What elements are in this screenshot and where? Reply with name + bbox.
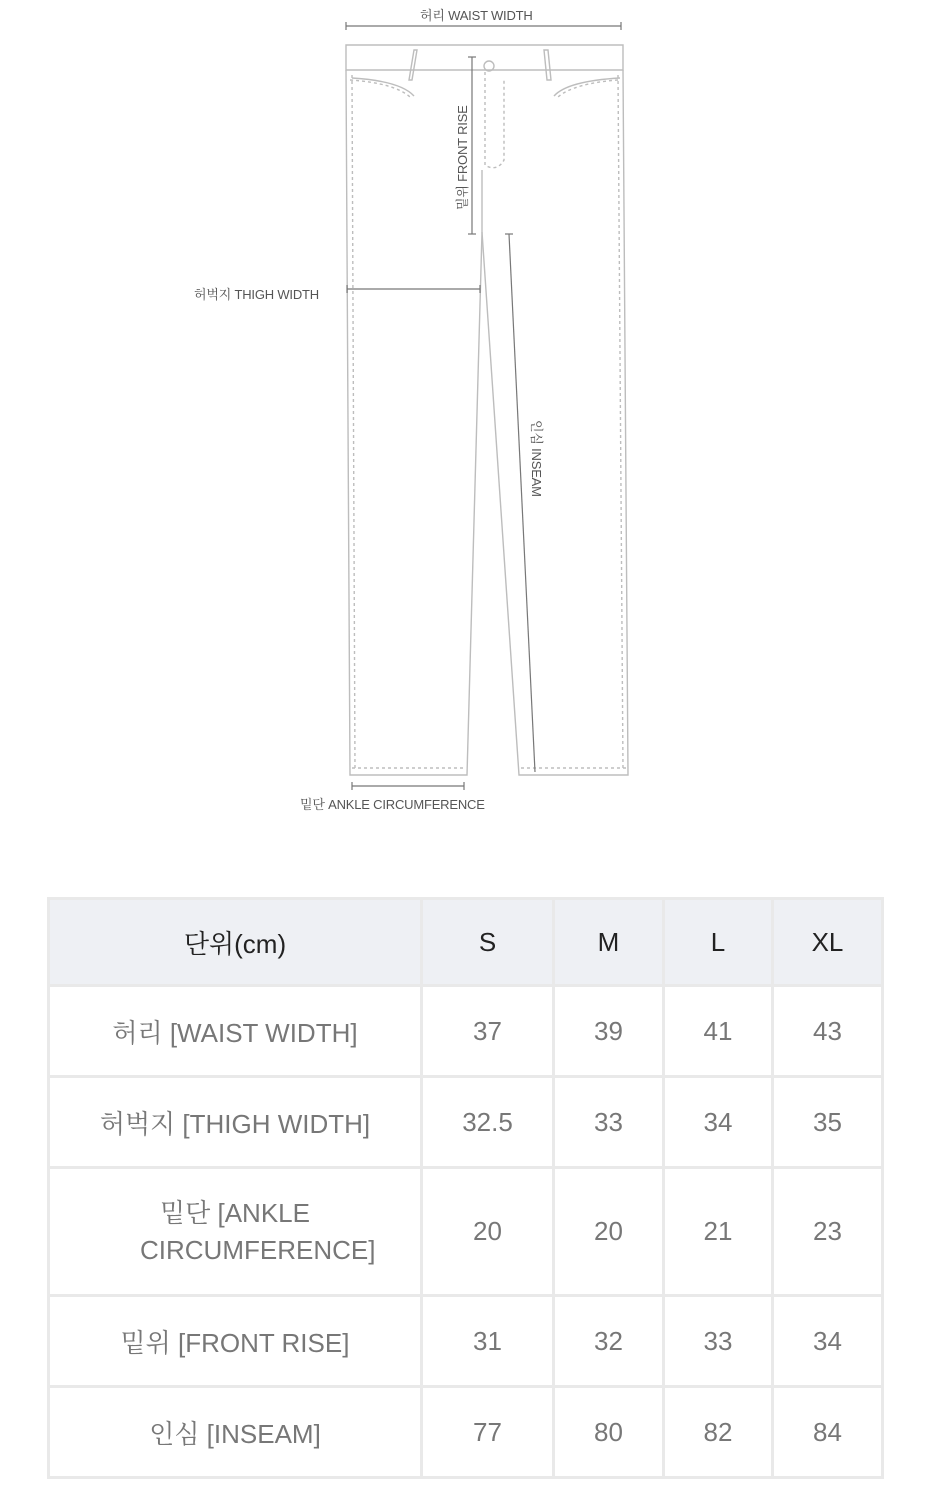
size-header-row: [49, 899, 883, 986]
cell-value: 20: [422, 1168, 554, 1296]
table-row: [49, 1296, 883, 1387]
cell-value: 37: [422, 986, 554, 1077]
table-row: [49, 1168, 883, 1296]
row-label-thigh: 허벅지 [THIGH WIDTH]: [49, 1077, 422, 1168]
cell-value: 33: [664, 1296, 773, 1387]
unit-header: 단위(cm): [49, 899, 422, 986]
size-header-l: L: [664, 899, 773, 986]
ankle-circumference-label: 밑단 ANKLE CIRCUMFERENCE: [300, 797, 485, 812]
cell-value: 84: [773, 1387, 883, 1478]
cell-value: 20: [554, 1168, 664, 1296]
size-chart-table: [47, 897, 884, 1479]
row-label-front-rise: 밑위 [FRONT RISE]: [49, 1296, 422, 1387]
cell-value: 35: [773, 1077, 883, 1168]
front-rise-label: 밑위 FRONT RISE: [455, 105, 470, 210]
row-label-inseam: 인심 [INSEAM]: [49, 1387, 422, 1478]
thigh-width-label: 허벅지 THIGH WIDTH: [194, 287, 319, 302]
cell-value: 43: [773, 986, 883, 1077]
cell-value: 23: [773, 1168, 883, 1296]
cell-value: 32: [554, 1296, 664, 1387]
cell-value: 33: [554, 1077, 664, 1168]
row-label-waist: 허리 [WAIST WIDTH]: [49, 986, 422, 1077]
table-row: [49, 1387, 883, 1478]
cell-value: 31: [422, 1296, 554, 1387]
table-row: [49, 986, 883, 1077]
cell-value: 21: [664, 1168, 773, 1296]
size-header-s: S: [422, 899, 554, 986]
cell-value: 34: [664, 1077, 773, 1168]
cell-value: 82: [664, 1387, 773, 1478]
cell-value: 32.5: [422, 1077, 554, 1168]
cell-value: 80: [554, 1387, 664, 1478]
inseam-label: 인심 INSEAM: [529, 420, 544, 497]
row-label-ankle: 밑단 [ANKLE CIRCUMFERENCE]: [49, 1168, 422, 1296]
cell-value: 39: [554, 986, 664, 1077]
size-header-m: M: [554, 899, 664, 986]
waist-width-label: 허리 WAIST WIDTH: [420, 8, 533, 23]
cell-value: 77: [422, 1387, 554, 1478]
cell-value: 34: [773, 1296, 883, 1387]
table-row: [49, 1077, 883, 1168]
cell-value: 41: [664, 986, 773, 1077]
size-header-xl: XL: [773, 899, 883, 986]
